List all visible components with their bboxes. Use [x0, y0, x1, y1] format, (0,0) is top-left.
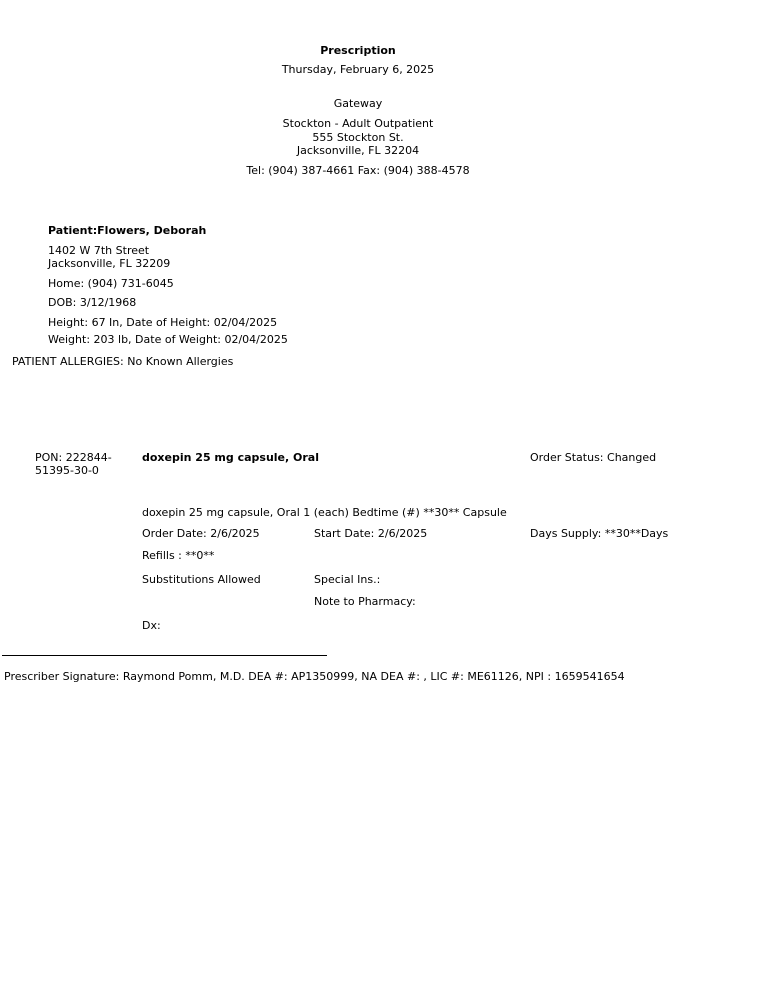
pon-line-1: PON: 222844-	[35, 451, 112, 464]
special-instructions: Special Ins.:	[314, 573, 381, 586]
patient-name: Flowers, Deborah	[97, 224, 207, 237]
facility-phones: Tel: (904) 387-4661 Fax: (904) 388-4578	[246, 164, 470, 177]
document-title: Prescription	[320, 44, 396, 57]
patient-heading	[48, 224, 206, 237]
drug-name: doxepin 25 mg capsule, Oral	[142, 451, 319, 464]
prescriber-signature: Prescriber Signature: Raymond Pomm, M.D. DEA #: AP1350999, NA DEA #: , LIC #: ME61126, NPI : 1659541654	[4, 670, 625, 683]
days-supply: Days Supply: **30**Days	[530, 527, 669, 540]
order-sig: doxepin 25 mg capsule, Oral 1 (each) Bedtime (#) **30** Capsule	[142, 506, 507, 519]
patient-home-phone: Home: (904) 731-6045	[48, 277, 174, 290]
patient-label: Patient:	[48, 224, 98, 237]
patient-city: Jacksonville, FL 32209	[48, 257, 171, 270]
signature-line	[2, 655, 327, 656]
pon-line-2: 51395-30-0	[35, 464, 99, 477]
patient-dob: DOB: 3/12/1968	[48, 296, 137, 309]
organization-name: Gateway	[333, 97, 383, 110]
note-to-pharmacy: Note to Pharmacy:	[314, 595, 416, 608]
diagnosis: Dx:	[142, 619, 161, 632]
refills: Refills : **0**	[142, 549, 215, 562]
facility-street: 555 Stockton St.	[312, 131, 404, 144]
patient-allergies: PATIENT ALLERGIES: No Known Allergies	[12, 355, 234, 368]
patient-height: Height: 67 In, Date of Height: 02/04/2025	[48, 316, 278, 329]
facility-name: Stockton - Adult Outpatient	[282, 117, 434, 130]
facility-city: Jacksonville, FL 32204	[296, 144, 420, 157]
order-status: Order Status: Changed	[530, 451, 657, 464]
patient-weight: Weight: 203 lb, Date of Weight: 02/04/2025	[48, 333, 288, 346]
start-date: Start Date: 2/6/2025	[314, 527, 428, 540]
document-date: Thursday, February 6, 2025	[281, 63, 435, 76]
patient-street: 1402 W 7th Street	[48, 244, 150, 257]
order-date: Order Date: 2/6/2025	[142, 527, 260, 540]
substitutions: Substitutions Allowed	[142, 573, 261, 586]
